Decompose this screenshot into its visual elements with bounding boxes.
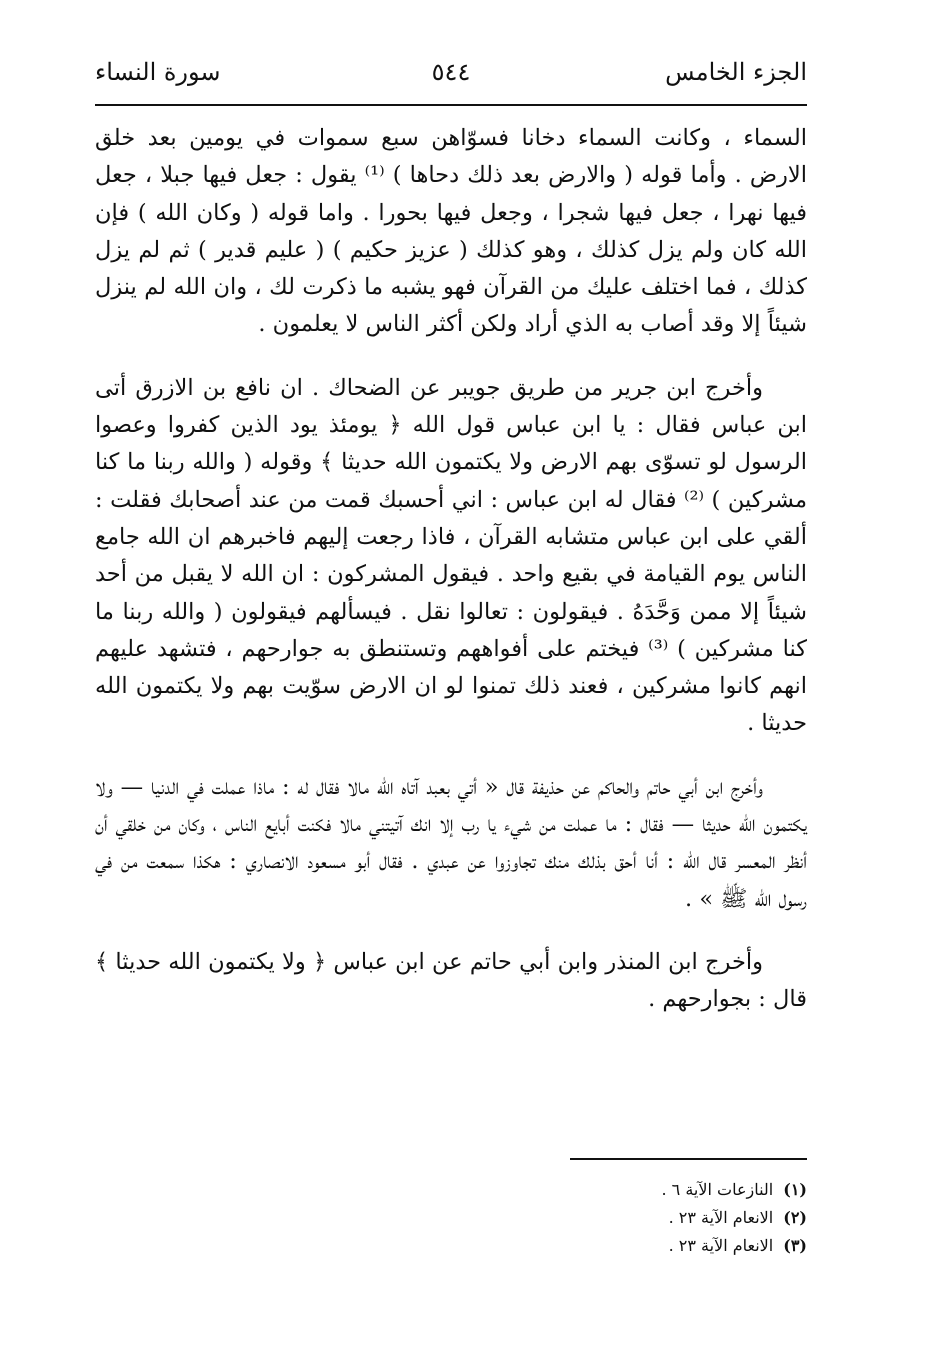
page-number: ٥٤٤ — [431, 58, 471, 86]
paragraph: وأخرج ابن جرير من طريق جويبر عن الضحاك . ان نافع بن الازرق أتى ابن عباس فقال : يا ابن عباس قول الله ﴿ يومئذ يود الذين كفروا وعصوا الرسول لو تسوّى بهم الارض ولا يكتمون الله حديثا ﴾ وقوله ( والله ربنا ما كنا مشركين ) ⁽²⁾ فقال له ابن عباس : اني أحسبك قمت من عند أصحابك فقلت : ألقي على ابن عباس متشابه القرآن ، فاذا رجعت إليهم فاخبرهم ان الله جامع الناس يوم القيامة في بقيع واحد . فيقول المشركون : ان الله لا يقبل من أحد شيئاً إلا ممن وَحَّدَهُ . فيقولون : تعالوا نقل . فيسألهم فيقولون ( والله ربنا ما كنا مشركين ) ⁽³⁾ فيختم على أفواههم وتستنطق به جوارحهم ، فتشهد عليهم انهم كانوا مشركين ، فعند ذلك تمنوا لو ان الارض سوّيت بهم ولا يكتمون الله حديثا . — [95, 374, 807, 737]
footnote-text: الانعام الآية ٢٣ . — [668, 1236, 774, 1255]
footnote-text: النازعات الآية ٦ . — [661, 1180, 774, 1199]
footnote-text: الانعام الآية ٢٣ . — [668, 1208, 774, 1227]
footnote-number: (٢) — [783, 1208, 807, 1227]
paragraph: وأخرج ابن المنذر وابن أبي حاتم عن ابن عباس ﴿ ولا يكتمون الله حديثا ﴾ قال : بجوارحهم . — [95, 948, 807, 1013]
header-rule — [95, 104, 807, 106]
footnotes — [507, 1176, 807, 1260]
running-header — [95, 52, 807, 92]
footnote — [507, 1204, 807, 1232]
surah-title: سورة النساء — [95, 58, 221, 86]
footnote-rule — [570, 1158, 807, 1160]
part-title: الجزء الخامس — [665, 58, 807, 86]
footnote — [507, 1176, 807, 1204]
paragraph: وأخرج ابن أبي حاتم والحاكم عن حذيفة قال « أتي بعبد آتاه الله مالا فقال له : ماذا عملت في الدنيا — ولا يكتمون الله حديثا — فقال : ما عملت من شيء يا رب إلا انك آتيتني مالا فكنت أبايع الناس ، وكان من خلقي أن أنظر المعسر قال الله : أنا أحق بذلك منك تجاوزوا عن عبدي . فقال أبو مسعود الانصاري : هكذا سمعت من في رسول الله ﷺ » . — [95, 773, 807, 912]
footnote — [507, 1232, 807, 1260]
footnote-number: (١) — [783, 1180, 807, 1199]
main-text — [95, 120, 807, 1045]
footnote-number: (٣) — [783, 1236, 807, 1255]
paragraph: السماء ، وكانت السماء دخانا فسوّاهن سبع سموات في يومين بعد خلق الارض . وأما قوله ( والارض بعد ذلك دحاها ) ⁽¹⁾ يقول : جعل فيها جبلا ، جعل فيها نهرا ، جعل فيها شجرا ، وجعل فيها بحورا . واما قوله ( وكان الله ) فإن الله كان ولم يزل كذلك ، وهو كذلك ( عزيز حكيم ) ( عليم قدير ) ثم لم يزل كذلك ، فما اختلف عليك من القرآن فهو يشبه ما ذكرت لك ، وان الله لم ينزل شيئاً إلا وقد أصاب به الذي أراد ولكن أكثر الناس لا يعلمون . — [95, 125, 807, 338]
